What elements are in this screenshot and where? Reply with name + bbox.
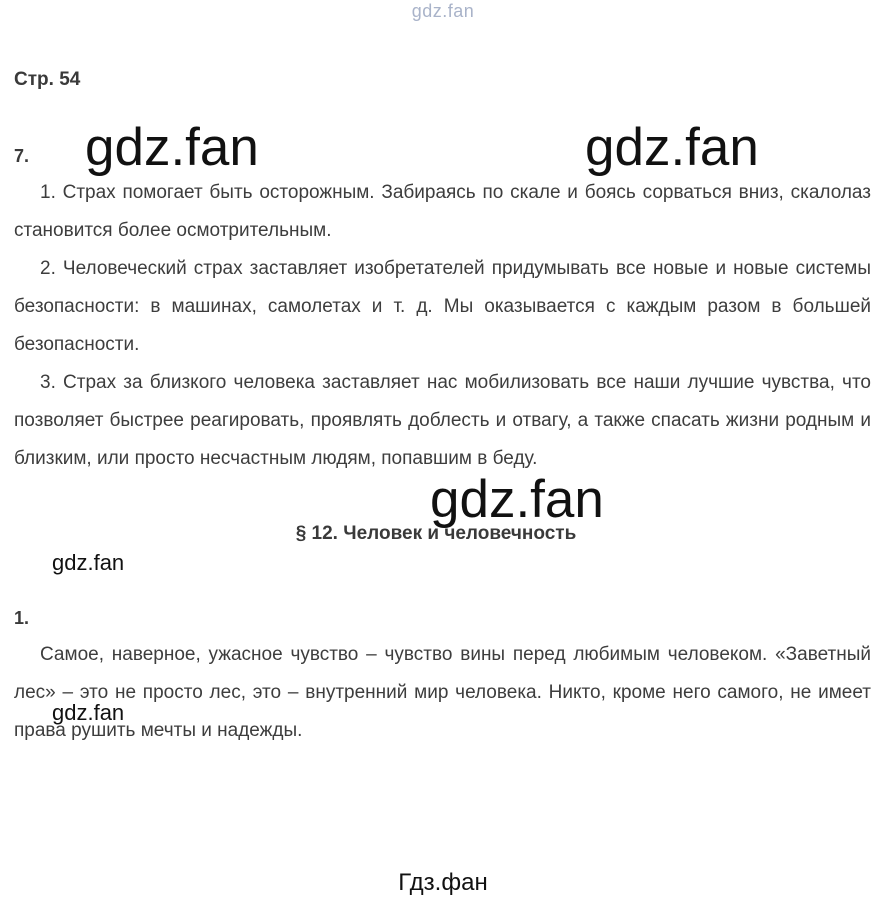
watermark-big-right: gdz.fan — [585, 118, 759, 177]
watermark-small-1: gdz.fan — [52, 550, 125, 575]
task-1-paragraph: Самое, наверное, ужасное чувство – чувство вины перед любимым человеком. «Заветный лес» – это не просто лес, это – внутренний мир человека. Никто, кроме него самого, не имеет права рушить мечты и надежды. — [14, 644, 871, 741]
watermark-small-2: gdz.fan — [52, 700, 125, 725]
watermark-top: gdz.fan — [411, 1, 475, 21]
footer-watermark: Гдз.фан — [398, 869, 488, 896]
task-7-number: 7. — [14, 146, 30, 166]
task-7-paragraph-1: 1. Страх помогает быть осторожным. Забираясь по скале и боясь сорваться вниз, скалолаз становится более осмотрительным. — [14, 182, 871, 241]
task-7-paragraph-3: 3. Страх за близкого человека заставляет нас мобилизовать все наши лучшие чувства, что позволяет быстрее реагировать, проявлять доблесть и отвагу, а также спасать жизни родным и близким, или просто несчастным людям, попавшим в беду. — [14, 372, 871, 469]
watermark-big-center: gdz.fan — [430, 470, 604, 529]
task-7-paragraph-2: 2. Человеческий страх заставляет изобретателей придумывать все новые и новые системы безопасности: в машинах, самолетах и т. д. Мы оказывается с каждым разом в большей безопасности. — [14, 258, 871, 355]
task-1-number: 1. — [14, 608, 30, 628]
watermark-big-left: gdz.fan — [85, 118, 259, 177]
section-title: § 12. Человек и человечность — [295, 523, 577, 544]
page-label: Стр. 54 — [14, 69, 81, 90]
